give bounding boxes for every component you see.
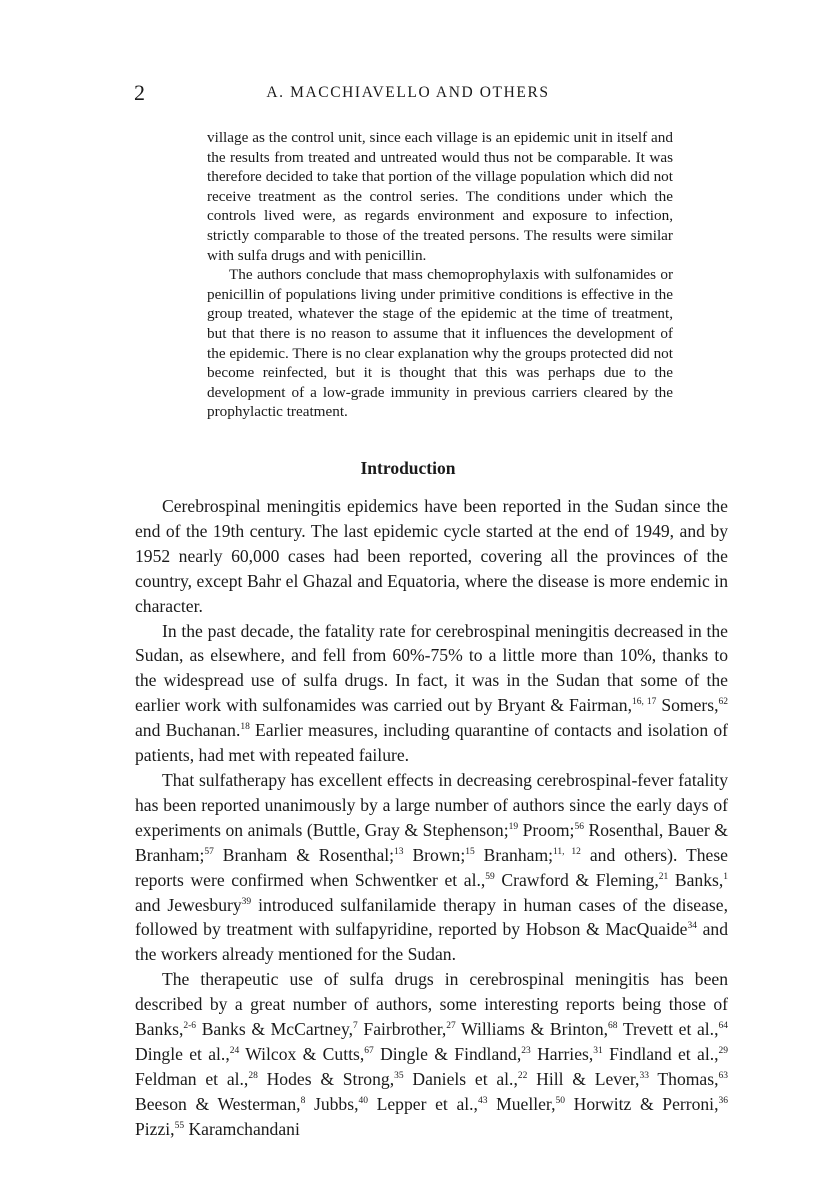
citation: 40 <box>358 1095 368 1106</box>
citation: 56 <box>574 821 584 832</box>
citation: 62 <box>718 697 729 708</box>
text-span: Banks & McCartney, <box>196 1019 354 1040</box>
text-span: Banks, <box>668 869 724 890</box>
text-span: Dingle & Findland, <box>373 1043 522 1064</box>
citation: 18 <box>240 722 250 733</box>
text-span: Feldman et al., <box>135 1068 249 1089</box>
text-span: Branham & Rosenthal; <box>213 844 395 865</box>
citation: 24 <box>229 1045 240 1056</box>
text-span: Rosenthal, Bauer & Branham; <box>135 819 728 865</box>
citation: 29 <box>718 1045 728 1056</box>
section-heading-introduction: Introduction <box>360 458 456 478</box>
text-span: and the workers already mentioned for the Sudan. <box>135 919 728 965</box>
intro-paragraph-2 <box>135 619 728 768</box>
citation: 39 <box>241 896 252 907</box>
text-span: Proom; <box>518 819 575 840</box>
text-span: Dingle et al., <box>135 1043 230 1064</box>
citation: 31 <box>593 1045 603 1056</box>
text-span: The therapeutic use of sulfa drugs in cerebrospinal meningitis has been described by a great number of authors, some interesting reports being those of Banks, <box>135 969 728 1040</box>
text-span: Crawford & Fleming, <box>494 869 659 890</box>
text-span: Mueller, <box>487 1093 556 1114</box>
citation: 23 <box>521 1045 531 1056</box>
citation: 35 <box>394 1070 404 1081</box>
citation: 36 <box>718 1095 728 1106</box>
text-span: Beeson & Westerman, <box>135 1093 301 1114</box>
citation: 19 <box>508 821 519 832</box>
citation: 50 <box>555 1095 565 1106</box>
citation: 67 <box>364 1045 374 1056</box>
citation: 57 <box>204 846 214 857</box>
text-span: In the past decade, the fatality rate for cerebrospinal meningitis decreased in the Sudan, as elsewhere, and fell from 60%-75% to a little more than 10%, thanks to the widespread use of sulfa drugs. In fact, it was in the Sudan that some of the earlier work with sulfonamides was carried out by Bryant & Fairman, <box>135 620 728 716</box>
citation: 16, 17 <box>631 697 657 708</box>
text-span: Somers, <box>656 695 719 716</box>
text-span: That sulfatherapy has excellent effects in decreasing cerebrospinal-fever fatality has been reported unanimously by a large number of authors since the early days of experiments on animals (Buttle, Gray & Stephenson; <box>135 769 728 840</box>
citation: 68 <box>608 1020 618 1031</box>
text-span: Wilcox & Cutts, <box>239 1043 365 1064</box>
abstract <box>207 128 673 422</box>
text-span: and others). These reports were confirmed when Schwentker et al., <box>135 844 728 890</box>
text-span: Horwitz & Perroni, <box>564 1093 719 1114</box>
text-span: and Jewesbury <box>135 894 242 915</box>
text-span: and Buchanan. <box>135 720 241 741</box>
text-span: Branham; <box>474 844 554 865</box>
citation: 21 <box>658 871 669 882</box>
citation: 34 <box>687 921 697 932</box>
text-span: Daniels et al., <box>403 1068 518 1089</box>
text-span: Brown; <box>403 844 466 865</box>
citation: 7 <box>353 1020 358 1031</box>
abstract-paragraph-2: The authors conclude that mass chemoprophylaxis with sulfonamides or penicillin of populations living under primitive conditions is effective in the group treated, whatever the stage of the epidemic at the time of treatment, but that there is no reason to assume that it influences the development of the epidemic. There is no clear explanation why the groups protected did not become reinfected, but it is thought that this was perhaps due to the development of a low-grade immunity in previous carriers cleared by the prophylactic treatment. <box>207 266 673 421</box>
running-title: A. MACCHIAVELLO AND OTHERS <box>266 84 550 101</box>
text-span: Pizzi, <box>135 1118 175 1139</box>
text-span: Lepper et al., <box>367 1093 478 1114</box>
citation: 64 <box>718 1020 728 1031</box>
citation: 28 <box>248 1070 258 1081</box>
citation: 43 <box>477 1095 488 1106</box>
introduction-body <box>135 494 728 1142</box>
text-span: Karamchandani <box>184 1118 300 1139</box>
intro-paragraph-4 <box>135 967 728 1141</box>
citation: 59 <box>485 871 495 882</box>
citation: 33 <box>639 1070 649 1081</box>
citation: 27 <box>446 1020 456 1031</box>
page-number: 2 <box>134 80 145 105</box>
abstract-paragraph-1: village as the control unit, since each village is an epidemic unit in itself and the results from treated and untreated would thus not be comparable. It was therefore decided to take that portion of the village population which did not receive treatment as the control series. The conditions under which the controls lived were, as regards environment and exposure to infection, strictly comparable to those of the treated persons. The results were similar with sulfa drugs and with penicillin. <box>207 129 673 264</box>
citation: 8 <box>300 1095 306 1106</box>
citation: 1 <box>723 871 728 882</box>
citation: 63 <box>718 1070 728 1081</box>
citation: 55 <box>174 1120 185 1131</box>
text-span: Findland et al., <box>602 1043 719 1064</box>
text-span: Trevett et al., <box>617 1019 719 1040</box>
text-span: Jubbs, <box>305 1093 359 1114</box>
text-span: Thomas, <box>648 1068 719 1089</box>
text-span: Earlier measures, including quarantine of contacts and isolation of patients, had met with repeated failure. <box>135 720 728 766</box>
intro-paragraph-1: Cerebrospinal meningitis epidemics have been reported in the Sudan since the end of the 19th century. The last epidemic cycle started at the end of 1949, and by 1952 nearly 60,000 cases had been reported, covering all the provinces of the country, except Bahr el Ghazal and Equatoria, where the disease is more endemic in character. <box>135 496 728 616</box>
citation: 22 <box>517 1070 528 1081</box>
text-span: Hodes & Strong, <box>257 1068 395 1089</box>
citation: 13 <box>394 846 404 857</box>
intro-paragraph-3 <box>135 768 728 967</box>
text-span: Harries, <box>530 1043 594 1064</box>
text-span: Hill & Lever, <box>527 1068 640 1089</box>
citation: 2-6 <box>183 1020 197 1031</box>
text-span: Fairbrother, <box>357 1019 447 1040</box>
citation: 11, 12 <box>553 846 581 857</box>
citation: 15 <box>465 846 475 857</box>
text-span: introduced sulfanilamide therapy in human cases of the disease, followed by treatment with sulfapyridine, reported by Hobson & MacQuaide <box>135 894 728 940</box>
text-span: Williams & Brinton, <box>455 1019 609 1040</box>
